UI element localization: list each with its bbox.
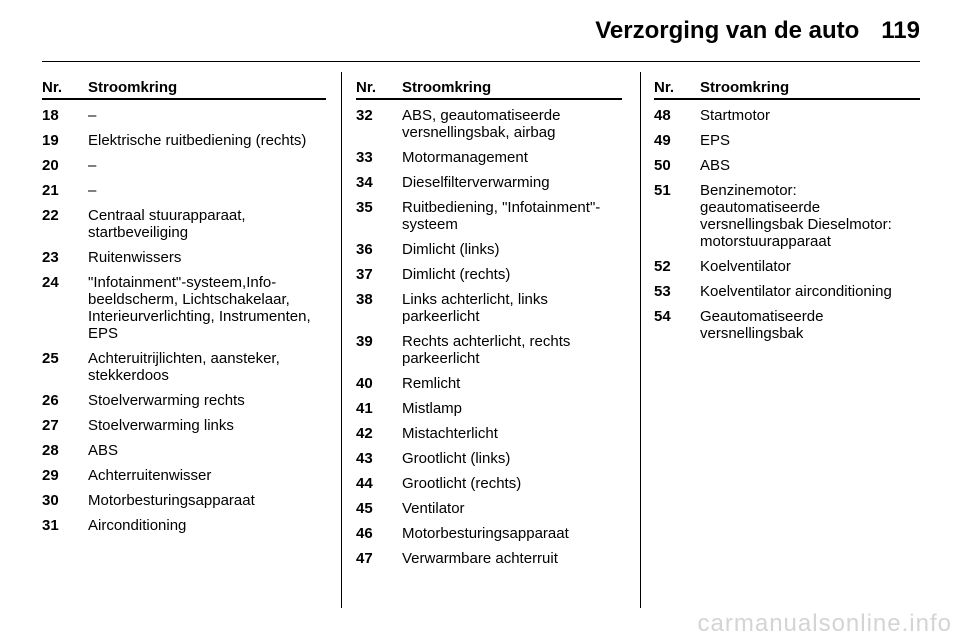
table-row xyxy=(42,417,326,434)
fuse-number: 47 xyxy=(356,550,373,567)
table-row xyxy=(356,199,622,233)
table-row xyxy=(42,467,326,484)
table-row xyxy=(42,442,326,459)
fuse-number: 21 xyxy=(42,182,59,199)
fuse-rows xyxy=(42,107,326,534)
circuit-name: Links achterlicht, links parkeerlicht xyxy=(402,291,548,325)
table-row xyxy=(356,525,622,542)
page-header xyxy=(595,17,920,45)
table-row xyxy=(356,107,622,141)
circuit-name: Airconditioning xyxy=(88,517,187,534)
table-header xyxy=(654,80,920,100)
circuit-name: Grootlicht (rechts) xyxy=(402,475,522,492)
circuit-name: Verwarmbare achterruit xyxy=(402,550,558,567)
fuse-number: 51 xyxy=(654,182,671,199)
circuit-name: Mistachterlicht xyxy=(402,425,498,442)
table-row xyxy=(356,149,622,166)
table-row xyxy=(356,333,622,367)
circuit-name: Motormanagement xyxy=(402,149,528,166)
fuse-number: 53 xyxy=(654,283,671,300)
fuse-number: 22 xyxy=(42,207,59,224)
fuse-table-column-1 xyxy=(42,80,326,542)
table-row xyxy=(42,107,326,124)
table-row xyxy=(356,425,622,442)
fuse-number: 40 xyxy=(356,375,373,392)
fuse-number: 38 xyxy=(356,291,373,308)
table-row xyxy=(42,207,326,241)
circuit-name: Mistlamp xyxy=(402,400,463,417)
fuse-number: 48 xyxy=(654,107,671,124)
table-row xyxy=(356,475,622,492)
fuse-table-column-3 xyxy=(654,80,920,350)
fuse-number: 24 xyxy=(42,274,59,291)
fuse-rows xyxy=(654,107,920,342)
table-row xyxy=(356,375,622,392)
table-row xyxy=(654,157,920,174)
table-row xyxy=(356,400,622,417)
fuse-table-column-2 xyxy=(356,80,622,575)
table-row xyxy=(654,132,920,149)
table-row xyxy=(42,182,326,199)
circuit-name: Stoelverwarming rechts xyxy=(88,392,245,409)
table-row xyxy=(356,241,622,258)
circuit-name: ABS, geautomatiseerde versnellingsbak, airbag xyxy=(402,107,561,141)
circuit-name: Ventilator xyxy=(402,500,465,517)
fuse-number: 26 xyxy=(42,392,59,409)
table-row xyxy=(654,283,920,300)
table-row xyxy=(42,492,326,509)
table-row xyxy=(42,157,326,174)
circuit-name: ABS xyxy=(88,442,119,459)
page-title: Verzorging van de auto xyxy=(595,17,860,44)
circuit-name: ABS xyxy=(700,157,731,174)
table-row xyxy=(654,107,920,124)
circuit-name: Remlicht xyxy=(402,375,461,392)
fuse-number: 23 xyxy=(42,249,59,266)
fuse-number: 18 xyxy=(42,107,59,124)
fuse-number: 35 xyxy=(356,199,373,216)
fuse-number: 54 xyxy=(654,308,671,325)
table-row xyxy=(42,274,326,342)
circuit-header: Stroomkring xyxy=(88,79,178,96)
fuse-number: 46 xyxy=(356,525,373,542)
fuse-number: 43 xyxy=(356,450,373,467)
circuit-name: "Infotainment"-systeem,Info-beeldscherm, Lichtschakelaar, Interieurverlichting, Instrumenten, EPS xyxy=(88,274,311,342)
table-header xyxy=(356,80,622,100)
nr-header: Nr. xyxy=(654,79,675,96)
circuit-name: – xyxy=(88,182,97,199)
fuse-number: 34 xyxy=(356,174,373,191)
circuit-name: Geautomatiseerde versnellingsbak xyxy=(700,308,824,342)
circuit-name: Startmotor xyxy=(700,107,771,124)
fuse-number: 52 xyxy=(654,258,671,275)
column-divider xyxy=(341,72,342,608)
circuit-name: – xyxy=(88,107,97,124)
fuse-rows xyxy=(356,107,622,567)
table-row xyxy=(356,450,622,467)
table-row xyxy=(42,350,326,384)
circuit-name: Elektrische ruitbediening (rechts) xyxy=(88,132,307,149)
fuse-number: 39 xyxy=(356,333,373,350)
circuit-name: Centraal stuurapparaat, startbeveiliging xyxy=(88,207,246,241)
fuse-number: 44 xyxy=(356,475,373,492)
table-row xyxy=(654,308,920,342)
circuit-name: Benzinemotor: geautomatiseerde versnellingsbak Dieselmotor: motorstuurapparaat xyxy=(700,182,892,250)
fuse-number: 49 xyxy=(654,132,671,149)
circuit-name: Motorbesturingsapparaat xyxy=(402,525,569,542)
table-row xyxy=(654,258,920,275)
circuit-name: Ruitbediening, "Infotainment"-systeem xyxy=(402,199,601,233)
fuse-number: 33 xyxy=(356,149,373,166)
fuse-number: 32 xyxy=(356,107,373,124)
fuse-number: 36 xyxy=(356,241,373,258)
circuit-name: Koelventilator xyxy=(700,258,791,275)
circuit-name: – xyxy=(88,157,97,174)
circuit-name: Achteruitrijlichten, aansteker, stekkerdoos xyxy=(88,350,280,384)
fuse-number: 19 xyxy=(42,132,59,149)
circuit-name: EPS xyxy=(700,132,731,149)
circuit-name: Achterruitenwisser xyxy=(88,467,212,484)
table-header xyxy=(42,80,326,100)
table-row xyxy=(42,132,326,149)
circuit-header: Stroomkring xyxy=(402,79,492,96)
page-number: 119 xyxy=(881,17,920,44)
table-row xyxy=(356,550,622,567)
fuse-number: 45 xyxy=(356,500,373,517)
table-row xyxy=(356,174,622,191)
circuit-name: Stoelverwarming links xyxy=(88,417,234,434)
circuit-name: Ruitenwissers xyxy=(88,249,182,266)
column-divider xyxy=(640,72,641,608)
fuse-number: 31 xyxy=(42,517,59,534)
fuse-number: 25 xyxy=(42,350,59,367)
table-row xyxy=(42,392,326,409)
circuit-name: Rechts achterlicht, rechts parkeerlicht xyxy=(402,333,571,367)
circuit-name: Dimlicht (links) xyxy=(402,241,500,258)
circuit-name: Dieselfilterverwarming xyxy=(402,174,550,191)
fuse-number: 28 xyxy=(42,442,59,459)
watermark: carmanualsonline.info xyxy=(697,610,952,637)
circuit-name: Dimlicht (rechts) xyxy=(402,266,511,283)
header-divider xyxy=(42,61,920,62)
fuse-number: 20 xyxy=(42,157,59,174)
table-row xyxy=(654,182,920,250)
table-row xyxy=(42,249,326,266)
fuse-number: 30 xyxy=(42,492,59,509)
circuit-header: Stroomkring xyxy=(700,79,790,96)
circuit-name: Motorbesturingsapparaat xyxy=(88,492,255,509)
fuse-number: 37 xyxy=(356,266,373,283)
fuse-number: 27 xyxy=(42,417,59,434)
fuse-number: 50 xyxy=(654,157,671,174)
table-row xyxy=(356,500,622,517)
fuse-number: 41 xyxy=(356,400,373,417)
nr-header: Nr. xyxy=(42,79,63,96)
circuit-name: Grootlicht (links) xyxy=(402,450,511,467)
circuit-name: Koelventilator airconditioning xyxy=(700,283,892,300)
table-row xyxy=(356,291,622,325)
fuse-number: 42 xyxy=(356,425,373,442)
nr-header: Nr. xyxy=(356,79,377,96)
fuse-number: 29 xyxy=(42,467,59,484)
table-row xyxy=(356,266,622,283)
table-row xyxy=(42,517,326,534)
